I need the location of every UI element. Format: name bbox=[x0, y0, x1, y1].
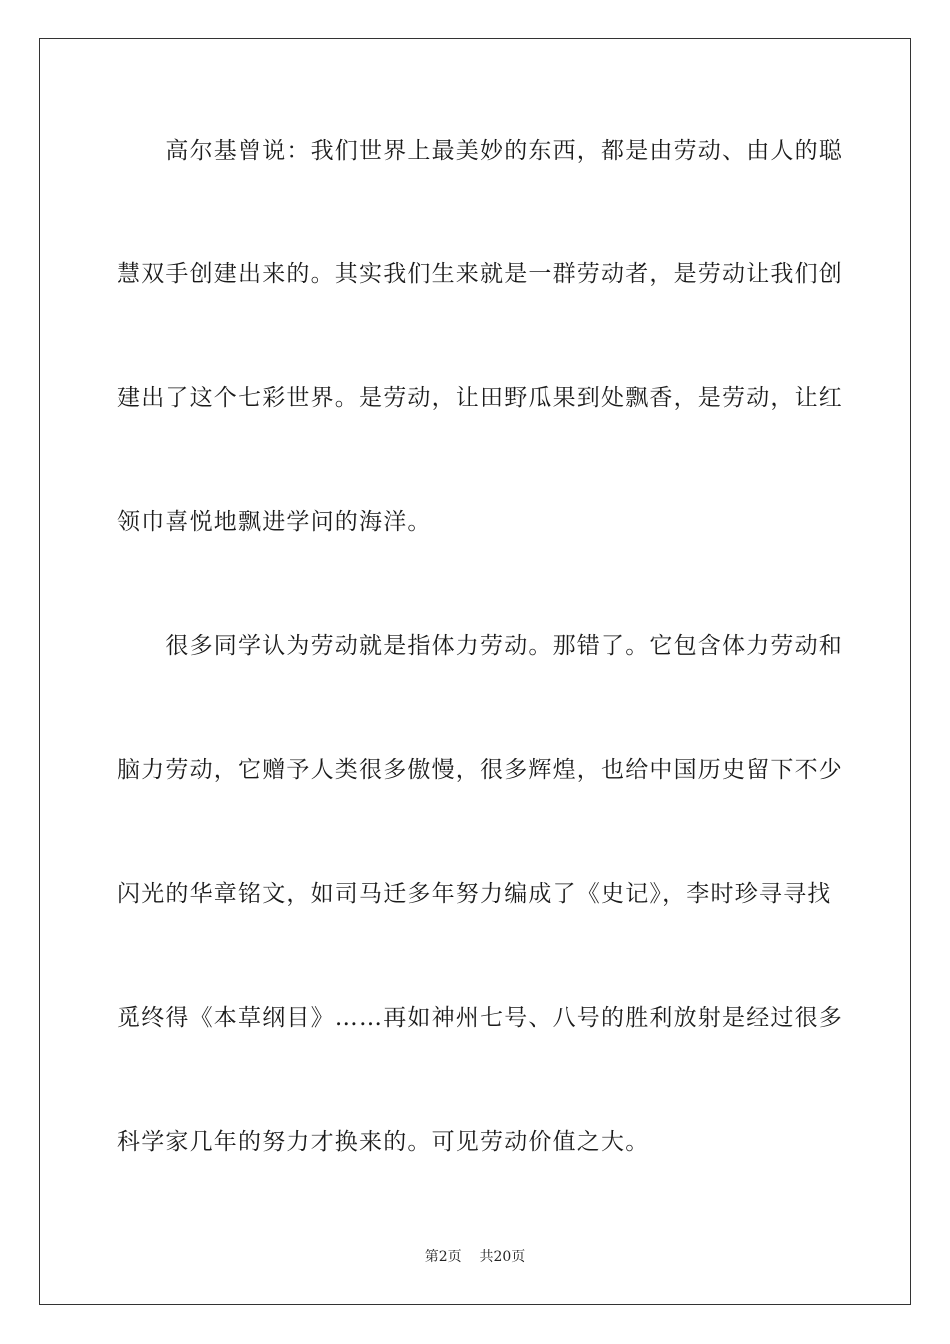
paragraph-1-line-3: 建出了这个七彩世界。是劳动，让田野瓜果到处飘香，是劳动，让红 bbox=[117, 385, 843, 411]
paragraph-2-line-4: 觅终得《本草纲目》……再如神州七号、八号的胜利放射是经过很多 bbox=[117, 1005, 843, 1031]
page-number: 第2页 bbox=[424, 1249, 462, 1265]
paragraph-2-line-3: 闪光的华章铭文，如司马迁多年努力编成了《史记》，李时珍寻寻找 bbox=[117, 881, 832, 907]
paragraph-2-line-2: 脑力劳动，它赠予人类很多傲慢，很多辉煌，也给中国历史留下不少 bbox=[117, 757, 843, 783]
paragraph-2-line-1: 很多同学认为劳动就是指体力劳动。那错了。它包含体力劳动和 bbox=[117, 633, 843, 659]
page-total: 共20页 bbox=[479, 1249, 526, 1265]
paragraph-1-line-1: 高尔基曾说：我们世界上最美妙的东西，都是由劳动、由人的聪 bbox=[117, 138, 843, 164]
page-border bbox=[39, 38, 911, 1305]
page-footer bbox=[0, 1248, 950, 1266]
paragraph-1-line-2: 慧双手创建出来的。其实我们生来就是一群劳动者，是劳动让我们创 bbox=[117, 261, 843, 287]
paragraph-2-line-5: 科学家几年的努力才换来的。可见劳动价值之大。 bbox=[117, 1129, 650, 1155]
paragraph-1-line-4: 领巾喜悦地飘进学问的海洋。 bbox=[117, 509, 432, 535]
